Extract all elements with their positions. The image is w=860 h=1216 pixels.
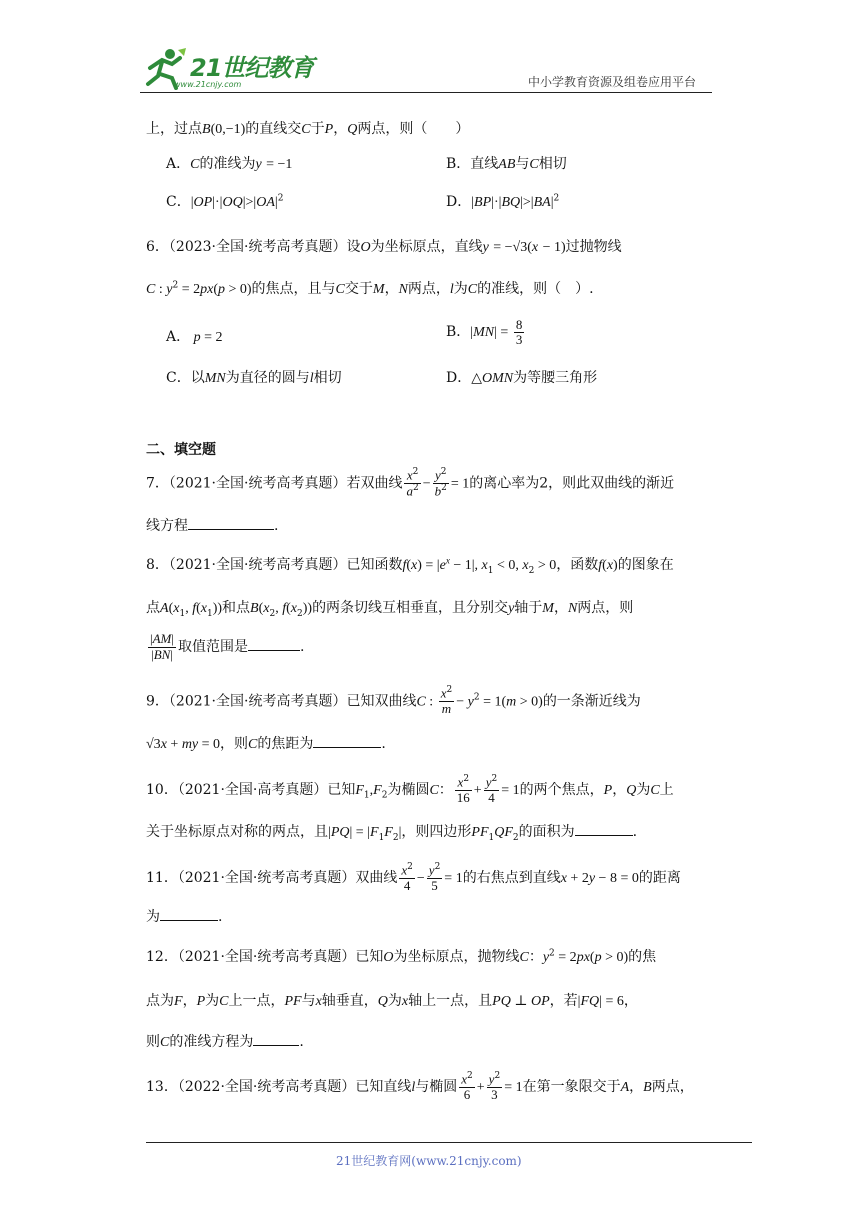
- q11-answer-blank[interactable]: [160, 906, 218, 921]
- q11-line2: 为 .: [146, 906, 222, 926]
- q8-line3: $\frac{|AM|}{|BN|}$ 取值范围是 .: [150, 631, 305, 662]
- section-heading: 二、填空题: [146, 442, 216, 458]
- q9-line2: √3x + my = 0，则C的焦距为 .: [146, 733, 386, 753]
- q10-line2: 关于坐标原点对称的两点，且$|PQ| = |F_1F_2|$，则四边形$PF_1QF_2$的面积为 .: [146, 821, 637, 843]
- header-platform-text: 中小学教育资源及组卷应用平台: [528, 75, 697, 89]
- logo-url: www.21cnjy.com: [174, 80, 242, 89]
- logo-text: 21世纪教育: [190, 54, 314, 82]
- q5-option-c: C．$|OP|\cdot|OQ|>|OA|^2$: [166, 193, 284, 210]
- q12-line3: 则C的准线方程为 .: [146, 1031, 304, 1051]
- q10-answer-blank[interactable]: [575, 821, 633, 836]
- q9-line1: 9．（2021·全国·统考高考真题）已知双曲线C : $\frac{x^2}{m}$ − $y^2 = 1(m > 0)$的一条渐近线为: [146, 685, 641, 716]
- q6-line1: 6．（2023·全国·统考高考真题）设O为坐标原点，直线y = −√3(x − 1)过抛物线: [146, 239, 622, 255]
- q7-line1: 7．（2021·全国·统考高考真题）若双曲线 $\frac{x^2}{a^2}$ − $\frac{y^2}{b^2}$ = 1的离心率为2，则此双曲线的渐近: [146, 467, 675, 499]
- q12-answer-blank[interactable]: [253, 1031, 299, 1046]
- q7-line2: 线方程 .: [146, 515, 278, 535]
- q5-option-b: B．直线AB与C相切: [446, 156, 567, 172]
- q6-option-d: D．△OMN为等腰三角形: [446, 370, 598, 386]
- q7-answer-blank[interactable]: [188, 515, 274, 530]
- q13-line1: 13．（2022·全国·统考高考真题）已知直线l与椭圆 $\frac{x^2}{6}$ + $\frac{y^2}{3}$ = 1在第一象限交于A，B两点，: [146, 1071, 694, 1102]
- footer-rule: [146, 1142, 752, 1143]
- q9-answer-blank[interactable]: [313, 733, 381, 748]
- q6-line2: C : $y^2 = 2px(p > 0)$的焦点，且与C交于M，N两点，l为C的准线，则（ ）.: [146, 280, 594, 297]
- q5-option-d: D．$|BP|\cdot|BQ|>|BA|^2$: [446, 193, 560, 210]
- q6-option-c: C．以MN为直径的圆与l相切: [166, 370, 342, 386]
- q5-option-a: A．C的准线为y = −1: [166, 156, 293, 172]
- q6-option-b: B．|MN| = $\frac{8}{3}$: [446, 317, 523, 347]
- q5-stem: 上，过点B(0,−1)的直线交C于P，Q两点，则（ ）: [146, 121, 470, 137]
- logo: [140, 44, 314, 94]
- header-rule: [140, 92, 712, 93]
- q11-line1: 11．（2021·全国·统考高考真题）双曲线 $\frac{x^2}{4}$ − $\frac{y^2}{5}$ = 1的右焦点到直线x + 2y − 8 = 0的距离: [146, 862, 681, 893]
- q10-line1: 10．（2021·全国·高考真题）已知$F_1,F_2$为椭圆C： $\frac{x^2}{16}$ + $\frac{y^2}{4}$ = 1的两个焦点，P，Q为C上: [146, 774, 674, 805]
- q8-line1: 8．（2021·全国·统考高考真题）已知函数$f(x) = |e^x - 1|$, $x_1 < 0$, $x_2 > 0$，函数f(x)的图象在: [146, 555, 674, 576]
- q12-line1: 12．（2021·全国·统考高考真题）已知O为坐标原点，抛物线C：$y^2 = 2px(p > 0)$的焦: [146, 948, 657, 965]
- q8-line2: 点$A(x_1$, $f(x_1)$)和点$B(x_2$, $f(x_2)$)的两条切线互相垂直，且分别交y轴于M，N两点，则: [146, 600, 634, 619]
- q6-option-a: A． p = 2: [166, 329, 223, 345]
- footer-text: 21世纪教育网(www.21cnjy.com): [336, 1154, 522, 1168]
- q8-answer-blank[interactable]: [248, 636, 300, 651]
- q12-line2: 点为F，P为C上一点，PF与x轴垂直，Q为x轴上一点，且PQ ⊥ OP，若|FQ| = 6，: [146, 993, 638, 1009]
